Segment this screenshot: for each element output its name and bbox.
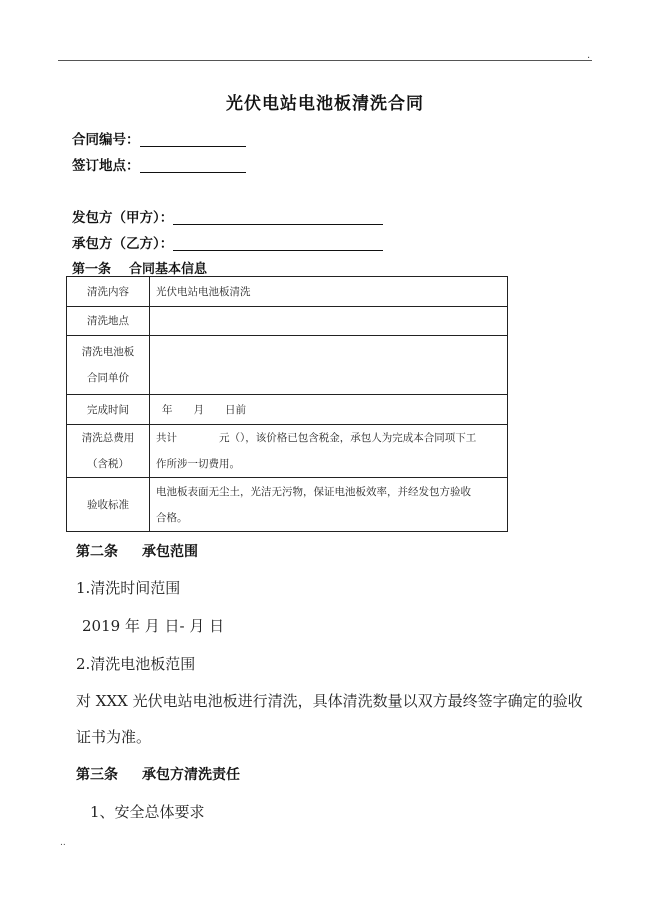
- party-b-blank[interactable]: [173, 237, 383, 251]
- article-2-title: 承包范围: [142, 544, 198, 560]
- time-range-heading: 1.清洗时间范围: [76, 579, 181, 597]
- scope-paragraph: 对 XXX 光伏电站电池板进行清洗，具体清洗数量以双方最终签字确定的验收证书为准。: [76, 692, 583, 746]
- party-b-field: [72, 232, 383, 252]
- party-a-blank[interactable]: [173, 211, 383, 225]
- sign-place-blank[interactable]: [140, 159, 246, 173]
- table-row: [67, 307, 508, 336]
- table-row: [67, 425, 508, 478]
- party-a-field: [72, 206, 383, 226]
- footer-dots: ..: [60, 838, 66, 848]
- value-line: 作所涉一切费用。: [156, 458, 240, 470]
- value-line: 电池板表面无尘土，光洁无污物，保证电池板效率，并经发包方验收: [156, 485, 471, 498]
- article-1-number: 第一条: [72, 262, 112, 277]
- table-cell-label: 验收标准: [67, 478, 150, 532]
- article-3-heading: [76, 764, 240, 784]
- sign-place-field: [72, 154, 246, 174]
- label-line: （含税）: [87, 458, 129, 470]
- article-2-number: 第二条: [76, 544, 118, 560]
- table-cell-label: 清洗内容: [67, 277, 150, 307]
- safety-requirements-heading: 1、安全总体要求: [90, 803, 205, 821]
- table-cell-value[interactable]: [150, 336, 508, 395]
- header-rule: [58, 60, 592, 61]
- article-3-number: 第三条: [76, 767, 118, 783]
- table-row: [67, 277, 508, 307]
- header-dot: .: [587, 50, 591, 61]
- article-2-heading: [76, 541, 198, 561]
- article-3-title: 承包方清洗责任: [142, 767, 240, 783]
- table-cell-label: 清洗地点: [67, 307, 150, 336]
- contract-number-blank[interactable]: [140, 133, 246, 147]
- table-cell-value: [150, 425, 508, 478]
- contract-number-field: [72, 128, 246, 148]
- table-row: [67, 478, 508, 532]
- contract-number-label: 合同编号：: [72, 132, 140, 148]
- article-1-title: 合同基本信息: [129, 262, 208, 277]
- table-cell-value: 年 月 日前: [150, 395, 508, 425]
- party-b-label: 承包方（乙方）：: [72, 236, 174, 252]
- panel-range-heading: 2.清洗电池板范围: [76, 655, 196, 673]
- table-cell-label: 完成时间: [67, 395, 150, 425]
- table-cell-value: 光伏电站电池板清洗: [150, 277, 508, 307]
- table-row: [67, 336, 508, 395]
- sign-place-label: 签订地点：: [72, 158, 140, 174]
- value-line: 共计 元（），该价格已包含税金，承包人为完成本合同项下工: [156, 432, 477, 444]
- table-cell-value[interactable]: [150, 307, 508, 336]
- date-range-text: 2019 年 月 日- 月 日: [82, 617, 225, 635]
- value-line: 合格。: [156, 511, 188, 524]
- table-cell-value: [150, 478, 508, 532]
- table-cell-label: [67, 336, 150, 395]
- table-row: [67, 395, 508, 425]
- label-line: 合同单价: [87, 372, 129, 384]
- party-a-label: 发包方（甲方）：: [72, 210, 174, 226]
- label-line: 清洗电池板: [81, 346, 135, 358]
- article-1-heading: [72, 258, 207, 277]
- document-title: 光伏电站电池板清洗合同: [226, 94, 424, 114]
- label-line: 清洗总费用: [81, 432, 135, 444]
- basic-info-table: [66, 276, 508, 532]
- table-cell-label: [67, 425, 150, 478]
